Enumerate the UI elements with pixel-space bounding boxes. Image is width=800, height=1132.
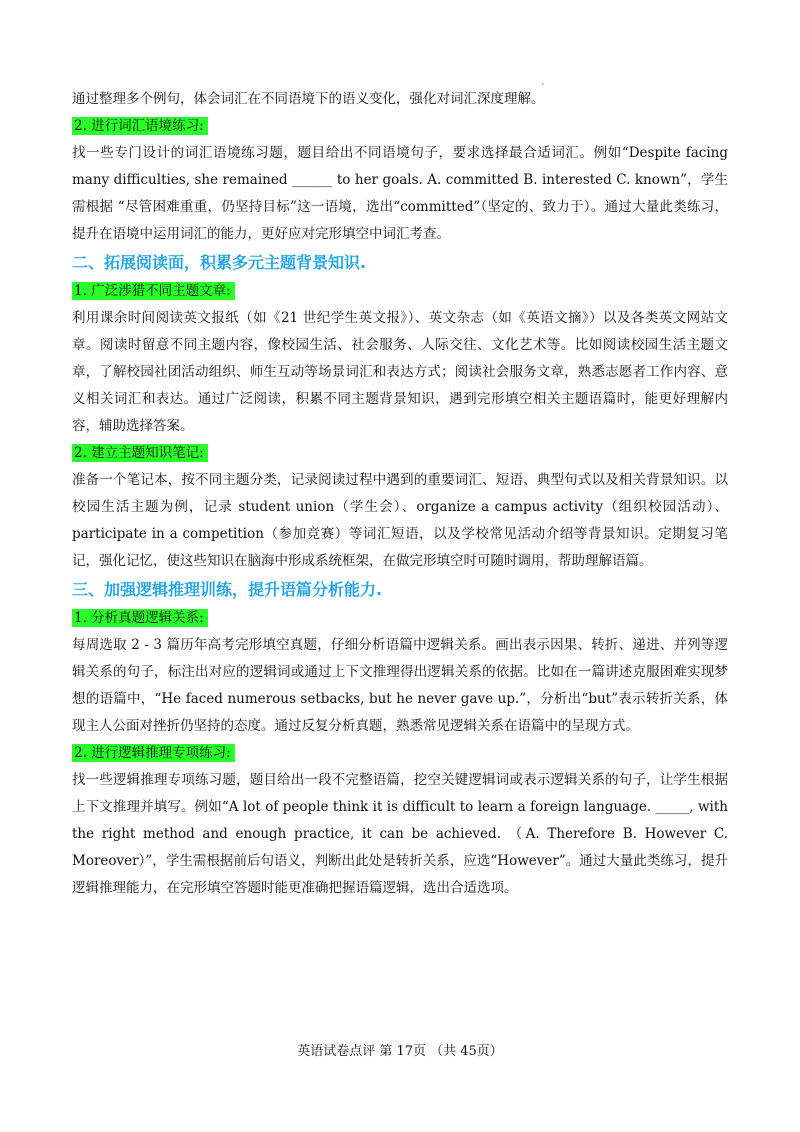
subheading-wide-reading: 1. 广泛涉猎不同主题文章: (72, 278, 728, 305)
page-footer: 英语试卷点评 第 17页 （共 45页） (297, 1044, 503, 1059)
section-heading-reading: 二、拓展阅读面，积累多元主题背景知识. (72, 253, 367, 272)
document-body (72, 86, 728, 902)
intro-paragraph: 通过整理多个例句，体会词汇在不同语境下的语义变化，强化对词汇深度理解。 (72, 91, 545, 107)
paragraph-analyze-exams: 每周选取 2 - 3 篇历年高考完形填空真题，仔细分析语篇中逻辑关系。画出表示因果、转折、递进、并列等逻辑关系的句子，标注出对应的逻辑词或通过上下文推理得出逻辑关系的依据。比如在一篇讲述克服困难实现梦想的语篇中，“He faced numerous setbacks, but he never gave up.”，分析出“but”表示转折关系，体现主人公面对挫折仍坚持的态度。通过反复分析真题，熟悉常见逻辑关系在语篇中的呈现方式。 (72, 637, 728, 734)
paragraph-wide-reading: 利用课余时间阅读英文报纸（如《21 世纪学生英文报》）、英文杂志（如《英语文摘》）以及各类英文网站文章。阅读时留意不同主题内容，像校园生活、社会服务、人际交往、文化艺术等。比如阅读校园生活主题文章，了解校园社团活动组织、师生互动等场景词汇和表达方式；阅读社会服务文章，熟悉志愿者工作内容、意义相关词汇和表达。通过广泛阅读，积累不同主题背景知识，遇到完形填空相关主题语篇时，能更好理解内容，辅助选择答案。 (72, 310, 728, 434)
subheading-topic-notes: 2. 建立主题知识笔记: (72, 440, 728, 467)
paragraph-logic-practice: 找一些逻辑推理专项练习题，题目给出一段不完整语篇，挖空关键逻辑词或表示逻辑关系的句子，让学生根据上下文推理并填写。例如“A lot of people think it is difficult to learn a foreign language. _____, with the right method and enough practice, it can be achieved. （A. Therefore B. However C. Moreover）”，学生需根据前后句语义，判断出此处是转折关系，应选“However”。通过大量此类练习，提升逻辑推理能力，在完形填空答题时能更准确把握语篇逻辑，选出合适选项。 (72, 772, 728, 896)
paragraph-topic-notes: 准备一个笔记本，按不同主题分类，记录阅读过程中遇到的重要词汇、短语、典型句式以及相关背景知识。以校园生活主题为例，记录 student union（学生会）、organize a campus activity（组织校园活动）、participate in a competition（参加竞赛）等词汇短语，以及学校常见活动介绍等背景知识。定期复习笔记，强化记忆，使这些知识在脑海中形成系统框架，在做完形填空时可随时调用，帮助理解语篇。 (72, 472, 728, 569)
top-mark: ` (541, 84, 546, 94)
section-heading-logic: 三、加强逻辑推理训练，提升语篇分析能力. (72, 580, 383, 599)
subheading-vocab-context: 2. 进行词汇语境练习: (72, 113, 728, 140)
paragraph-vocab-context: 找一些专门设计的词汇语境练习题，题目给出不同语境句子，要求选择最合适词汇。例如“Despite facing many difficulties, she remained ______ to her goals. A. committed B. interested C. known”，学生需根据 “尽管困难重重，仍坚持目标”这一语境，选出“committed”（坚定的、致力于）。通过大量此类练习，提升在语境中运用词汇的能力，更好应对完形填空中词汇考查。 (72, 145, 728, 242)
subheading-logic-practice: 2. 进行逻辑推理专项练习: (72, 740, 728, 767)
subheading-analyze-exams: 1. 分析真题逻辑关系: (72, 605, 728, 632)
